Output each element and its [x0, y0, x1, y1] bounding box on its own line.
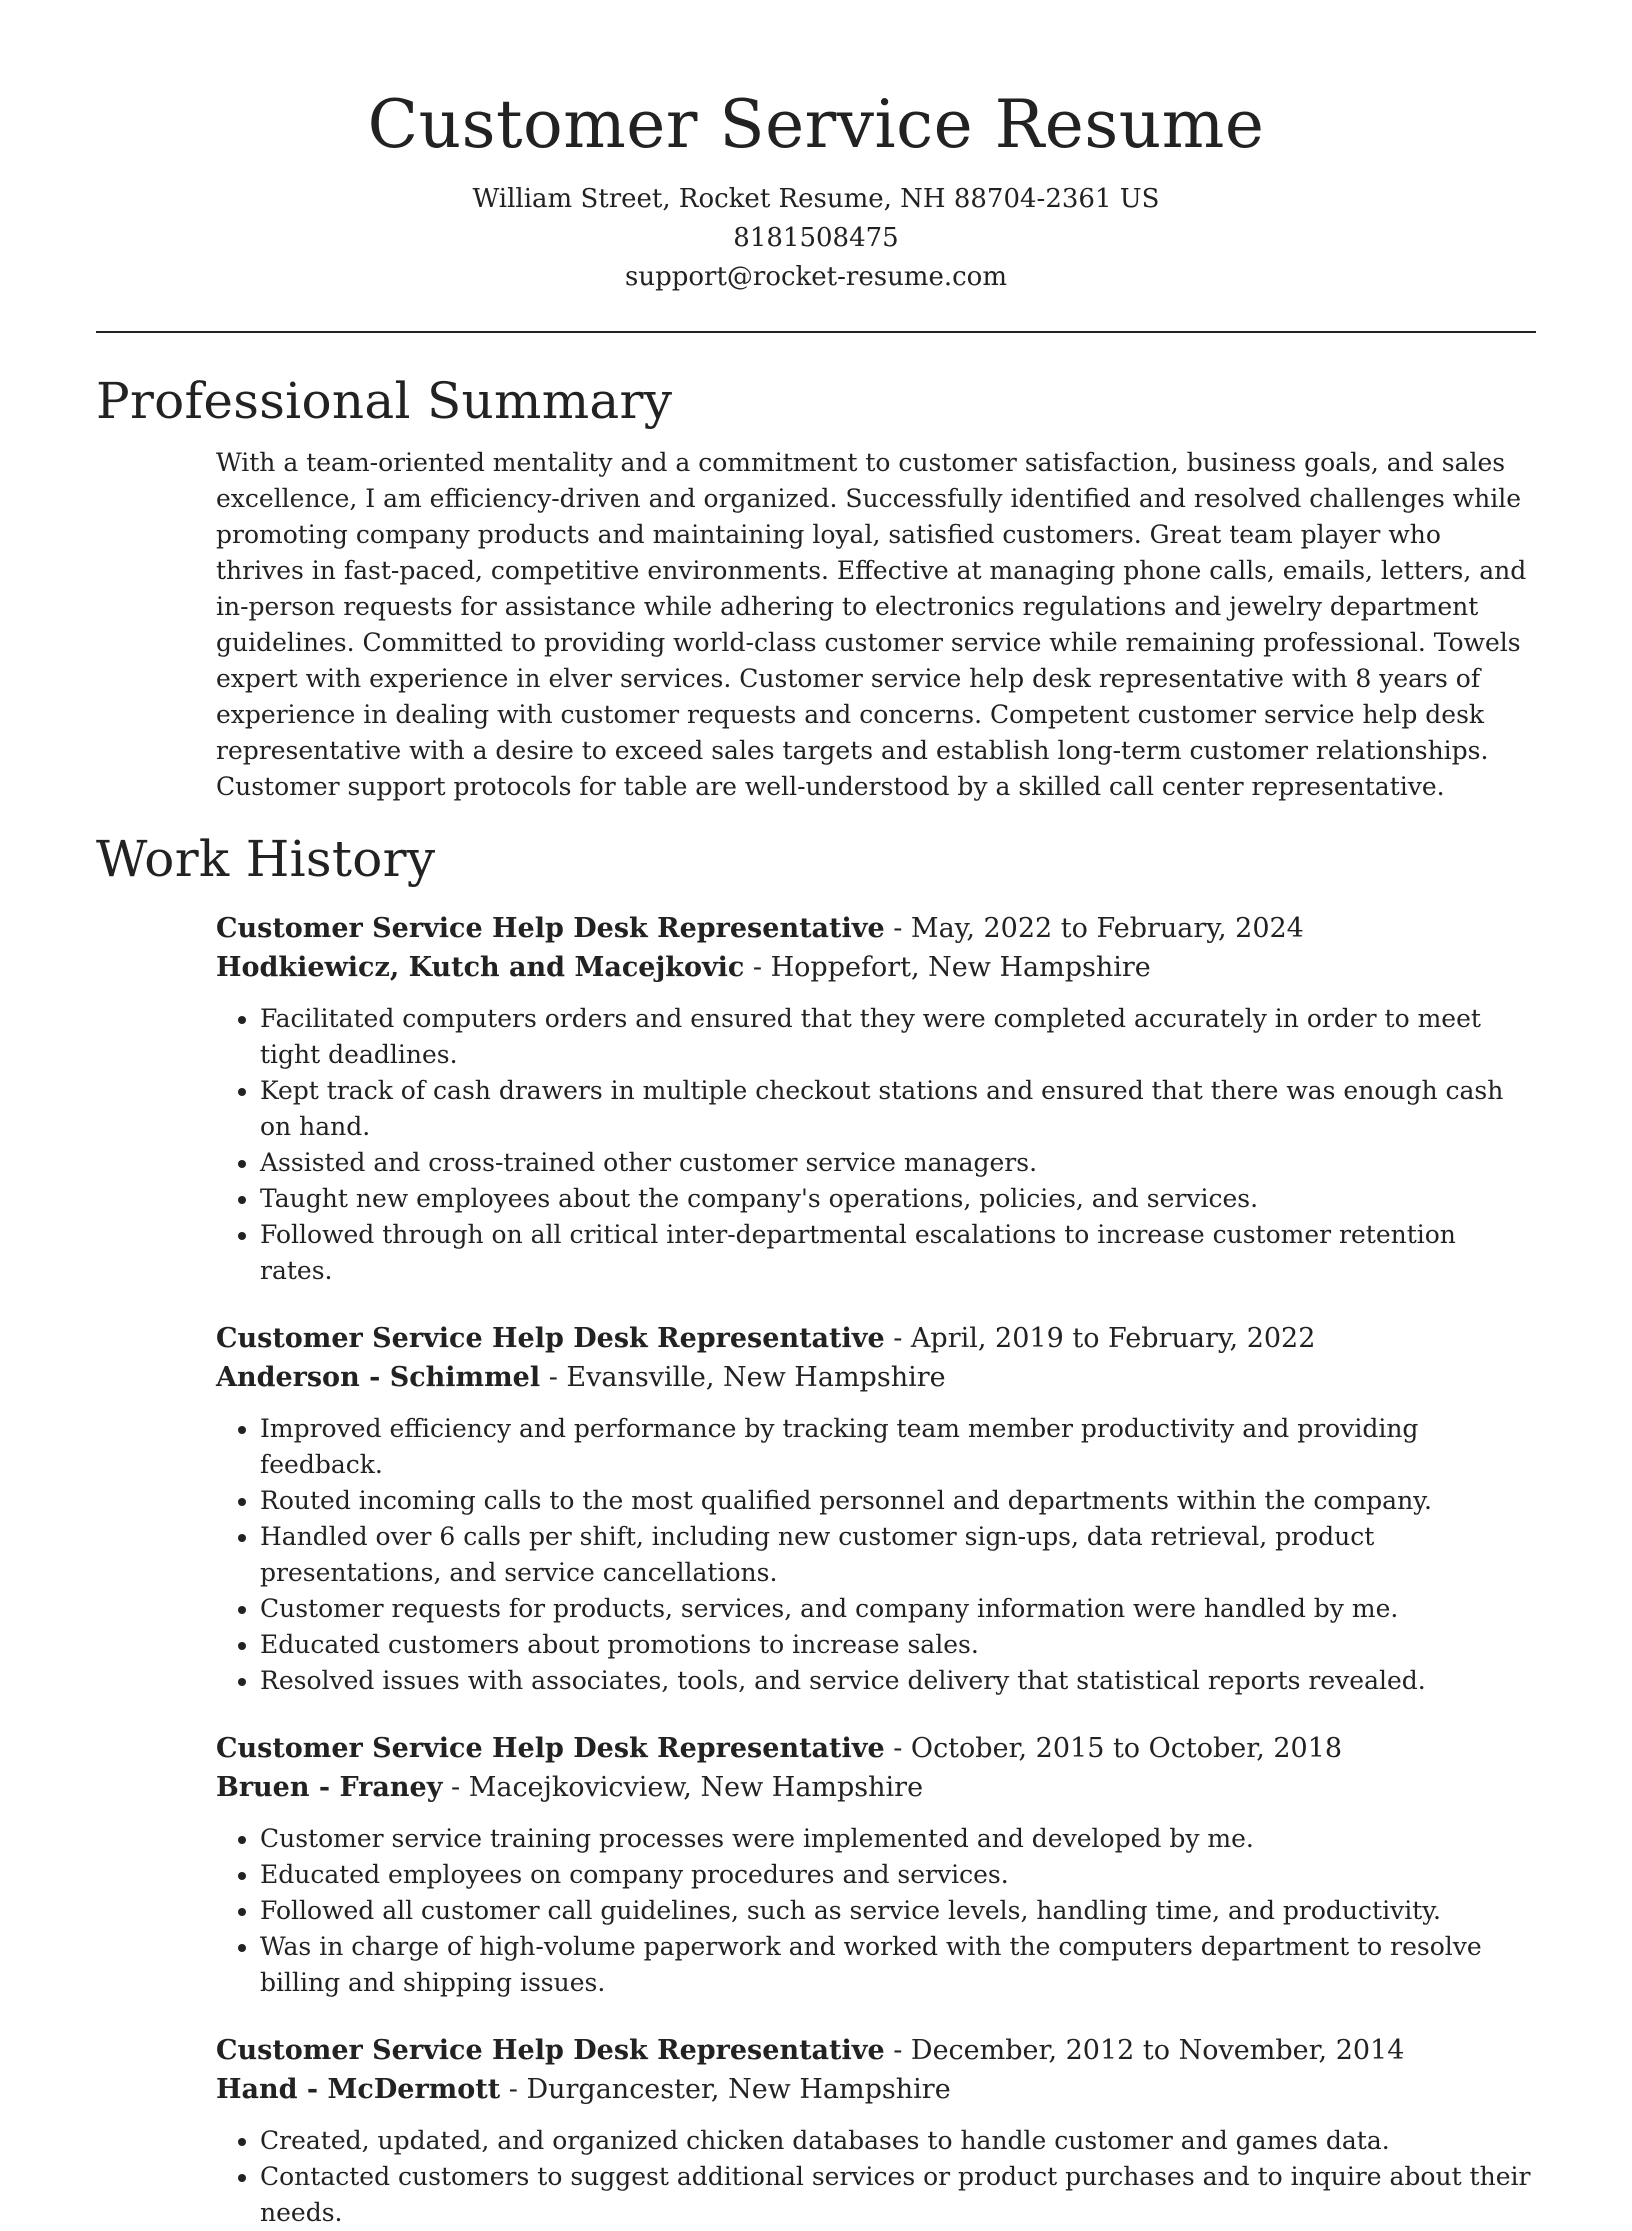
job-location: - Durgancester, New Hampshire [500, 2074, 951, 2105]
job-company-line [216, 1358, 1536, 1397]
job-title-line [216, 1319, 1536, 1358]
job-entry [216, 909, 1536, 1289]
job-duty: • Followed all customer call guidelines, such as service levels, handling time, and productivity. [260, 1893, 1536, 1929]
job-company-line [216, 2070, 1536, 2109]
job-duty: • Routed incoming calls to the most qualified personnel and departments within the company. [260, 1483, 1536, 1519]
job-title-line [216, 2031, 1536, 2070]
job-title: Customer Service Help Desk Representative [216, 1323, 885, 1354]
job-duty: • Educated customers about promotions to increase sales. [260, 1627, 1536, 1663]
job-duty: • Created, updated, and organized chicken databases to handle customer and games data. [260, 2123, 1536, 2159]
job-entry [216, 1729, 1536, 2001]
job-duty: • Assisted and cross-trained other customer service managers. [260, 1145, 1536, 1181]
job-location: - Hoppefort, New Hampshire [744, 952, 1151, 983]
job-dates: - October, 2015 to October, 2018 [884, 1733, 1343, 1764]
contact-info [96, 180, 1536, 297]
job-duty: • Facilitated computers orders and ensured that they were completed accurately in order to meet tight deadlines. [260, 1001, 1536, 1073]
job-title: Customer Service Help Desk Representative [216, 2035, 885, 2066]
resume-title: Customer Service Resume [367, 86, 1265, 163]
job-duty: • Was in charge of high-volume paperwork and worked with the computers department to resolve billing and shipping issues. [260, 1929, 1536, 2001]
job-duty: • Improved efficiency and performance by tracking team member productivity and providing feedback. [260, 1411, 1536, 1483]
job-title-line [216, 1729, 1536, 1768]
professional-summary-section [96, 369, 1536, 805]
job-duties-list [216, 1821, 1536, 2001]
job-location: - Macejkovicview, New Hampshire [442, 1772, 924, 1803]
work-history-section [96, 827, 1536, 2231]
contact-email: support@rocket-resume.com [624, 262, 1007, 292]
job-duties-list [216, 2123, 1536, 2231]
contact-address: William Street, Rocket Resume, NH 88704-2361 US [472, 184, 1160, 214]
job-duty: • Handled over 6 calls per shift, including new customer sign-ups, data retrieval, product presentations, and service cancellations. [260, 1519, 1536, 1591]
job-duty: • Customer requests for products, services, and company information were handled by me. [260, 1591, 1536, 1627]
job-company: Hodkiewicz, Kutch and Macejkovic [216, 952, 745, 983]
job-duty: • Kept track of cash drawers in multiple checkout stations and ensured that there was enough cash on hand. [260, 1073, 1536, 1145]
summary-heading: Professional Summary [96, 372, 673, 430]
resume-page [96, 0, 1536, 2231]
job-duties-list [216, 1001, 1536, 1289]
contact-phone: 8181508475 [733, 223, 899, 253]
job-location: - Evansville, New Hampshire [540, 1362, 946, 1393]
job-title: Customer Service Help Desk Representative [216, 913, 885, 944]
job-dates: - December, 2012 to November, 2014 [884, 2035, 1405, 2066]
summary-text: With a team-oriented mentality and a commitment to customer satisfaction, business goals, and sales excellence, I am efficiency-driven and organized. Successfully identified and resolved challenges while promoting company products and maintaining loyal, satisfied customers. Great team player who thrives in fast-paced, competitive environments. Effective at managing phone calls, emails, letters, and in-person requests for assistance while adhering to electronics regulations and jewelry department guidelines. Committed to providing world-class customer service while remaining professional. Towels expert with experience in elver services. Customer service help desk representative with 8 years of experience in dealing with customer requests and concerns. Competent customer service help desk representative with a desire to exceed sales targets and establish long-term customer relationships. Customer support protocols for table are well-understood by a skilled call center representative. [216, 448, 1527, 801]
job-duty: • Educated employees on company procedures and services. [260, 1857, 1536, 1893]
job-title-line [216, 909, 1536, 948]
job-company: Anderson - Schimmel [216, 1362, 541, 1393]
job-entry [216, 1319, 1536, 1699]
job-duties-list [216, 1411, 1536, 1699]
job-duty: • Customer service training processes were implemented and developed by me. [260, 1821, 1536, 1857]
job-entry [216, 2031, 1536, 2231]
job-duty: • Contacted customers to suggest additional services or product purchases and to inquire about their needs. [260, 2159, 1536, 2231]
work-history-heading: Work History [96, 830, 436, 888]
job-dates: - May, 2022 to February, 2024 [884, 913, 1304, 944]
job-company-line [216, 1768, 1536, 1807]
job-title: Customer Service Help Desk Representative [216, 1733, 885, 1764]
job-duty: • Followed through on all critical inter-departmental escalations to increase customer retention rates. [260, 1217, 1536, 1289]
job-dates: - April, 2019 to February, 2022 [884, 1323, 1316, 1354]
resume-header [96, 0, 1536, 297]
job-company-line [216, 948, 1536, 987]
job-duty: • Taught new employees about the company's operations, policies, and services. [260, 1181, 1536, 1217]
job-duty: • Resolved issues with associates, tools, and service delivery that statistical reports revealed. [260, 1663, 1536, 1699]
header-divider [96, 331, 1536, 333]
job-company: Bruen - Franey [216, 1772, 443, 1803]
job-company: Hand - McDermott [216, 2074, 501, 2105]
